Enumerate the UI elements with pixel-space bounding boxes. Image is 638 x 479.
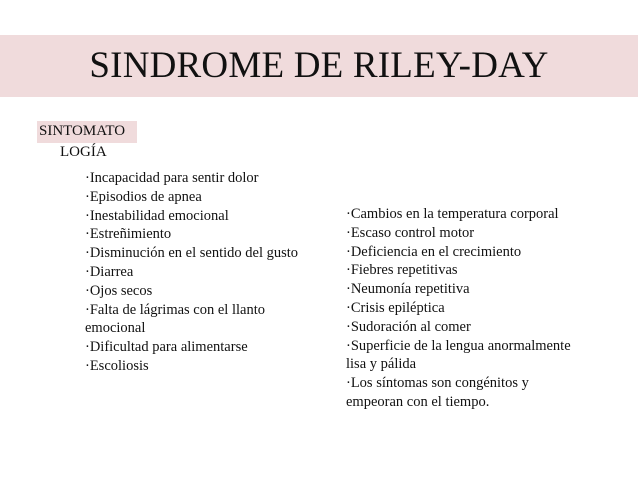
slide-title: SINDROME DE RILEY-DAY bbox=[89, 45, 549, 86]
section-label-line2: LOGÍA bbox=[60, 144, 107, 160]
list-item: ·Sudoración al comer bbox=[346, 318, 471, 335]
list-item: ·Crisis epiléptica bbox=[346, 299, 445, 316]
list-item: ·Los síntomas son congénitos y empeoran con el tiempo. bbox=[346, 375, 529, 410]
list-item: ·Disminución en el sentido del gusto bbox=[85, 245, 299, 262]
section-label-line1: SINTOMATO bbox=[39, 123, 126, 139]
list-item: ·Inestabilidad emocional bbox=[85, 207, 229, 224]
list-item: ·Fiebres repetitivas bbox=[346, 262, 458, 279]
list-item: ·Neumonía repetitiva bbox=[346, 281, 470, 298]
list-item: ·Episodios de apnea bbox=[85, 188, 202, 205]
list-item: ·Deficiencia en el crecimiento bbox=[346, 243, 522, 260]
list-item: ·Falta de lágrimas con el llanto emocional bbox=[85, 301, 265, 337]
list-item: ·Dificultad para alimentarse bbox=[85, 339, 248, 356]
symptom-list-left bbox=[85, 169, 310, 376]
list-item: ·Diarrea bbox=[85, 263, 134, 280]
list-item: ·Superficie de la lengua anormalmente lisa y pálida bbox=[346, 337, 571, 373]
list-item: ·Cambios en la temperatura corporal bbox=[346, 206, 559, 222]
list-item: ·Ojos secos bbox=[85, 282, 153, 299]
list-item: ·Incapacidad para sentir dolor bbox=[85, 170, 259, 186]
symptom-list-right bbox=[346, 205, 574, 412]
list-item: ·Escaso control motor bbox=[346, 224, 475, 241]
list-item: ·Estreñimiento bbox=[85, 226, 172, 243]
list-item: ·Escoliosis bbox=[85, 357, 149, 374]
